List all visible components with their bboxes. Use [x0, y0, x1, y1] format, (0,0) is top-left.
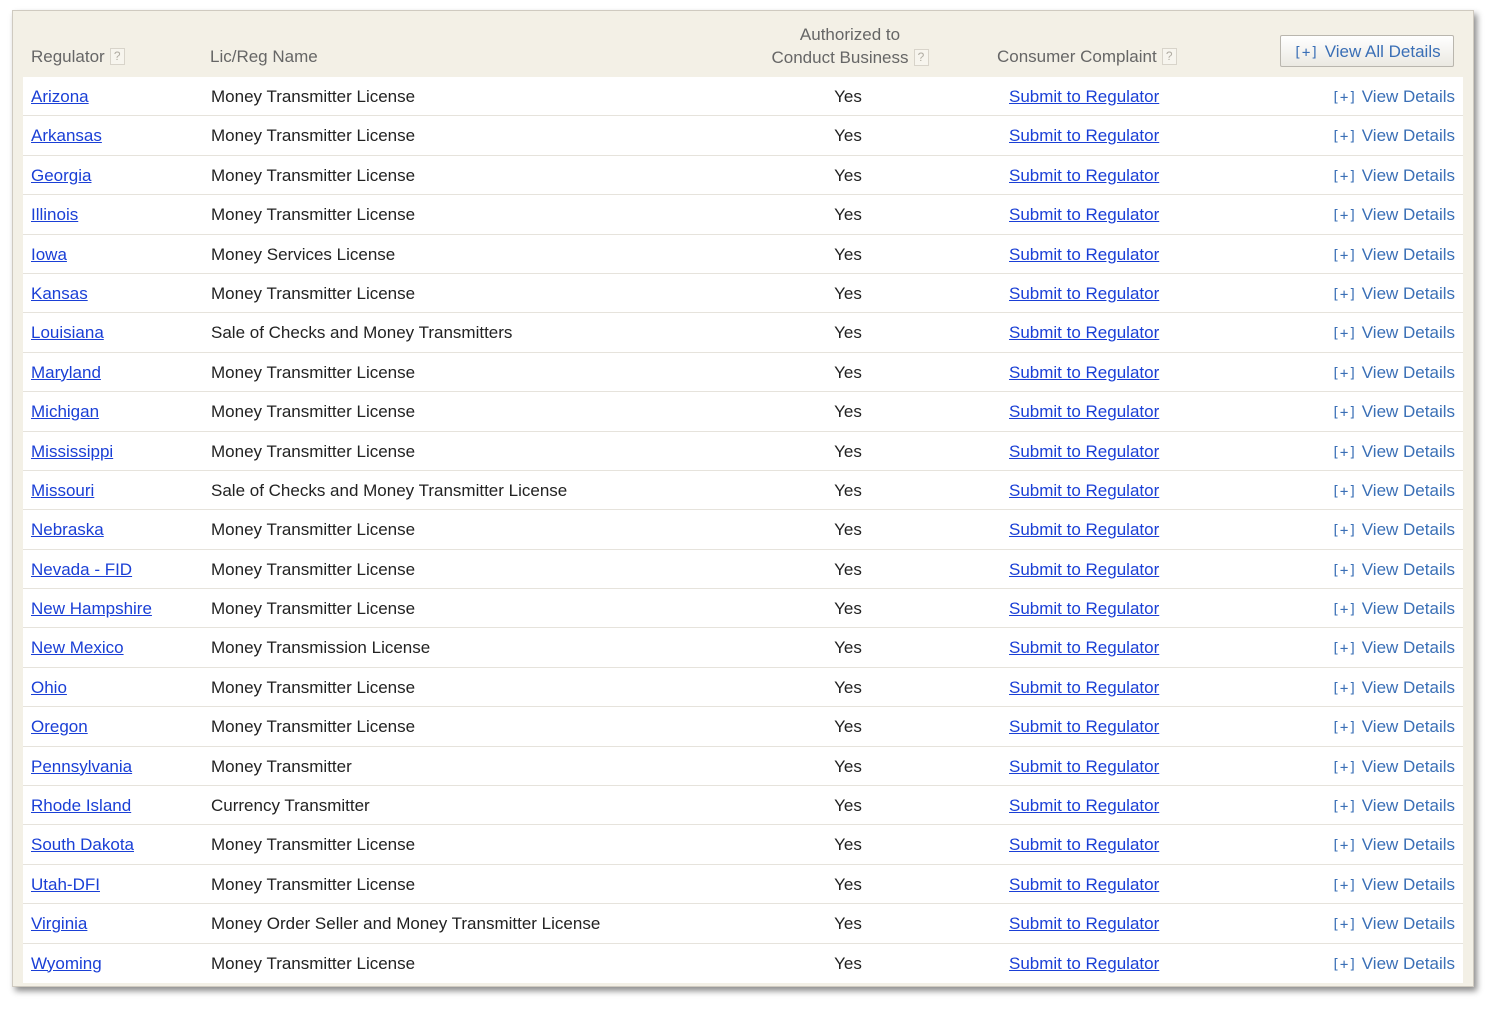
- license-name: Money Transmitter: [211, 756, 352, 776]
- submit-to-regulator-link[interactable]: Submit to Regulator: [1009, 717, 1160, 737]
- submit-to-regulator-link[interactable]: Submit to Regulator: [1009, 441, 1160, 461]
- authorized-value: Yes: [834, 599, 862, 619]
- table-row: [23, 313, 1463, 352]
- license-name: Money Transmitter License: [211, 559, 416, 579]
- view-details-link[interactable]: [+] View Details: [1331, 205, 1455, 225]
- table-row: [23, 550, 1463, 589]
- table-row: [23, 235, 1463, 274]
- view-details-link[interactable]: [+] View Details: [1331, 323, 1455, 343]
- authorized-value: Yes: [834, 756, 862, 776]
- expand-icon: [+]: [1331, 641, 1357, 658]
- license-name: Money Transmitter License: [211, 283, 416, 303]
- expand-icon: [+]: [1331, 129, 1357, 146]
- license-name: Money Transmitter License: [211, 835, 416, 855]
- authorized-value: Yes: [834, 638, 862, 658]
- view-details-link[interactable]: [+] View Details: [1331, 480, 1455, 500]
- authorized-value: Yes: [834, 362, 862, 382]
- regulator-link[interactable]: Oregon: [31, 717, 88, 737]
- column-header-authorized: Authorized to Conduct Business ?: [770, 23, 930, 69]
- view-details-link[interactable]: [+] View Details: [1331, 559, 1455, 579]
- table-row: [23, 116, 1463, 155]
- license-name: Money Transmitter License: [211, 126, 416, 146]
- authorized-value: Yes: [834, 559, 862, 579]
- submit-to-regulator-link[interactable]: Submit to Regulator: [1009, 559, 1160, 579]
- submit-to-regulator-link[interactable]: Submit to Regulator: [1009, 362, 1160, 382]
- authorized-value: Yes: [834, 835, 862, 855]
- submit-to-regulator-link[interactable]: Submit to Regulator: [1009, 953, 1160, 973]
- expand-icon: [+]: [1331, 759, 1357, 776]
- regulator-link[interactable]: Virginia: [31, 914, 88, 934]
- license-name: Money Transmitter License: [211, 717, 416, 737]
- column-header-regulator: Regulator ?: [31, 47, 125, 67]
- license-name: Money Order Seller and Money Transmitter License: [211, 914, 601, 934]
- license-name: Money Transmitter License: [211, 362, 416, 382]
- regulator-link[interactable]: Iowa: [31, 244, 67, 264]
- view-details-link[interactable]: [+] View Details: [1331, 756, 1455, 776]
- expand-icon: [+]: [1331, 208, 1357, 225]
- table-row: [23, 274, 1463, 313]
- regulator-link[interactable]: South Dakota: [31, 835, 135, 855]
- expand-icon: [+]: [1331, 444, 1357, 461]
- table-row: [23, 589, 1463, 628]
- authorized-value: Yes: [834, 717, 862, 737]
- regulator-link[interactable]: New Hampshire: [31, 599, 152, 619]
- expand-icon: [+]: [1331, 877, 1357, 894]
- regulator-link[interactable]: Kansas: [31, 283, 88, 303]
- license-name: Money Transmitter License: [211, 441, 416, 461]
- submit-to-regulator-link[interactable]: Submit to Regulator: [1009, 599, 1160, 619]
- regulator-link[interactable]: Arizona: [31, 87, 89, 106]
- license-name: Money Transmitter License: [211, 205, 416, 225]
- view-details-link[interactable]: [+] View Details: [1331, 362, 1455, 382]
- submit-to-regulator-link[interactable]: Submit to Regulator: [1009, 480, 1160, 500]
- table-row: [23, 707, 1463, 746]
- view-details-link[interactable]: [+] View Details: [1331, 283, 1455, 303]
- license-name: Money Transmitter License: [211, 165, 416, 185]
- regulator-link[interactable]: Maryland: [31, 362, 101, 382]
- expand-icon: [+]: [1331, 326, 1357, 343]
- column-header-lic-reg-name: Lic/Reg Name: [210, 47, 318, 66]
- regulator-link[interactable]: Nebraska: [31, 520, 104, 540]
- authorized-value: Yes: [834, 796, 862, 816]
- regulator-link[interactable]: Pennsylvania: [31, 756, 133, 776]
- table-row: [23, 392, 1463, 431]
- authorized-value: Yes: [834, 874, 862, 894]
- license-name: Money Services License: [211, 244, 396, 264]
- submit-to-regulator-link[interactable]: Submit to Regulator: [1009, 914, 1160, 934]
- submit-to-regulator-link[interactable]: Submit to Regulator: [1009, 835, 1160, 855]
- view-details-link[interactable]: [+] View Details: [1331, 244, 1455, 264]
- view-details-link[interactable]: [+] View Details: [1331, 796, 1455, 816]
- expand-icon: [+]: [1331, 720, 1357, 737]
- expand-icon: [+]: [1331, 799, 1357, 816]
- license-name: Money Transmitter License: [211, 953, 416, 973]
- help-icon[interactable]: ?: [110, 48, 125, 65]
- expand-icon: [+]: [1293, 45, 1319, 61]
- expand-icon: [+]: [1331, 483, 1357, 500]
- license-name: Sale of Checks and Money Transmitter License: [211, 480, 568, 500]
- submit-to-regulator-link[interactable]: Submit to Regulator: [1009, 402, 1160, 422]
- authorized-value: Yes: [834, 283, 862, 303]
- table-row: [23, 668, 1463, 707]
- authorized-value: Yes: [834, 953, 862, 973]
- regulator-link[interactable]: Wyoming: [31, 953, 102, 973]
- expand-icon: [+]: [1331, 523, 1357, 540]
- license-table-panel: [12, 10, 1474, 987]
- submit-to-regulator-link[interactable]: Submit to Regulator: [1009, 87, 1160, 106]
- regulator-link[interactable]: Nevada - FID: [31, 559, 133, 579]
- authorized-value: Yes: [834, 677, 862, 697]
- table-row: [23, 747, 1463, 786]
- table-row: [23, 510, 1463, 549]
- view-details-link[interactable]: [+] View Details: [1331, 638, 1455, 658]
- view-details-link[interactable]: [+] View Details: [1331, 874, 1455, 894]
- license-name: Money Transmitter License: [211, 520, 416, 540]
- submit-to-regulator-link[interactable]: Submit to Regulator: [1009, 796, 1160, 816]
- license-name: Money Transmitter License: [211, 87, 416, 106]
- view-details-link[interactable]: [+] View Details: [1331, 165, 1455, 185]
- table-row: [23, 156, 1463, 195]
- submit-to-regulator-link[interactable]: Submit to Regulator: [1009, 244, 1160, 264]
- expand-icon: [+]: [1331, 405, 1357, 422]
- help-icon[interactable]: ?: [914, 49, 929, 66]
- authorized-value: Yes: [834, 244, 862, 264]
- expand-icon: [+]: [1331, 90, 1357, 106]
- regulator-link[interactable]: Michigan: [31, 402, 100, 422]
- table-row: [23, 825, 1463, 864]
- expand-icon: [+]: [1331, 562, 1357, 579]
- authorized-value: Yes: [834, 480, 862, 500]
- view-details-link[interactable]: [+] View Details: [1331, 441, 1455, 461]
- expand-icon: [+]: [1331, 917, 1357, 934]
- expand-icon: [+]: [1331, 838, 1357, 855]
- table-row: [23, 628, 1463, 667]
- expand-icon: [+]: [1331, 365, 1357, 382]
- regulator-link[interactable]: Illinois: [31, 205, 79, 225]
- view-details-link[interactable]: [+] View Details: [1331, 402, 1455, 422]
- regulator-link[interactable]: Missouri: [31, 480, 95, 500]
- authorized-value: Yes: [834, 520, 862, 540]
- submit-to-regulator-link[interactable]: Submit to Regulator: [1009, 283, 1160, 303]
- table-row: [23, 77, 1463, 116]
- table-row: [23, 944, 1463, 983]
- table-row: [23, 353, 1463, 392]
- table-row: [23, 471, 1463, 510]
- view-all-details-button[interactable]: [+] View All Details: [1280, 35, 1454, 67]
- table-body: [23, 77, 1463, 983]
- table-row: [23, 786, 1463, 825]
- submit-to-regulator-link[interactable]: Submit to Regulator: [1009, 756, 1160, 776]
- authorized-value: Yes: [834, 126, 862, 146]
- expand-icon: [+]: [1331, 680, 1357, 697]
- license-name: Money Transmitter License: [211, 599, 416, 619]
- license-name: Money Transmitter License: [211, 874, 416, 894]
- regulator-link[interactable]: Rhode Island: [31, 796, 132, 816]
- expand-icon: [+]: [1331, 247, 1357, 264]
- regulator-link[interactable]: New Mexico: [31, 638, 124, 658]
- view-details-link[interactable]: [+] View Details: [1331, 599, 1455, 619]
- view-details-link[interactable]: [+] View Details: [1331, 953, 1455, 973]
- submit-to-regulator-link[interactable]: Submit to Regulator: [1009, 874, 1160, 894]
- submit-to-regulator-link[interactable]: Submit to Regulator: [1009, 638, 1160, 658]
- authorized-value: Yes: [834, 205, 862, 225]
- submit-to-regulator-link[interactable]: Submit to Regulator: [1009, 520, 1160, 540]
- column-header-consumer-complaint: Consumer Complaint ?: [997, 47, 1177, 67]
- table-row: [23, 195, 1463, 234]
- view-details-link[interactable]: [+] View Details: [1331, 914, 1455, 934]
- table-row: [23, 865, 1463, 904]
- authorized-value: Yes: [834, 402, 862, 422]
- submit-to-regulator-link[interactable]: Submit to Regulator: [1009, 205, 1160, 225]
- table-header: [13, 11, 1473, 77]
- regulator-link[interactable]: Louisiana: [31, 323, 104, 343]
- regulator-link[interactable]: Utah-DFI: [31, 874, 100, 894]
- help-icon[interactable]: ?: [1162, 48, 1177, 65]
- authorized-value: Yes: [834, 441, 862, 461]
- view-details-link[interactable]: [+] View Details: [1331, 126, 1455, 146]
- authorized-value: Yes: [834, 323, 862, 343]
- authorized-value: Yes: [834, 165, 862, 185]
- table-row: [23, 904, 1463, 943]
- regulator-link[interactable]: Mississippi: [31, 441, 114, 461]
- view-details-link[interactable]: [+] View Details: [1331, 520, 1455, 540]
- submit-to-regulator-link[interactable]: Submit to Regulator: [1009, 323, 1160, 343]
- expand-icon: [+]: [1331, 286, 1357, 303]
- license-name: Money Transmitter License: [211, 677, 416, 697]
- license-name: Sale of Checks and Money Transmitters: [211, 323, 513, 343]
- regulator-link[interactable]: Ohio: [31, 677, 67, 697]
- license-name: Money Transmission License: [211, 638, 431, 658]
- submit-to-regulator-link[interactable]: Submit to Regulator: [1009, 677, 1160, 697]
- expand-icon: [+]: [1331, 168, 1357, 185]
- view-details-link[interactable]: [+] View Details: [1331, 87, 1455, 106]
- table-row: [23, 432, 1463, 471]
- authorized-value: Yes: [834, 914, 862, 934]
- submit-to-regulator-link[interactable]: Submit to Regulator: [1009, 126, 1160, 146]
- view-details-link[interactable]: [+] View Details: [1331, 717, 1455, 737]
- regulator-link[interactable]: Georgia: [31, 165, 92, 185]
- view-details-link[interactable]: [+] View Details: [1331, 677, 1455, 697]
- license-name: Currency Transmitter: [211, 796, 370, 816]
- expand-icon: [+]: [1331, 956, 1357, 973]
- expand-icon: [+]: [1331, 602, 1357, 619]
- regulator-link[interactable]: Arkansas: [31, 126, 102, 146]
- authorized-value: Yes: [834, 87, 862, 106]
- license-name: Money Transmitter License: [211, 402, 416, 422]
- submit-to-regulator-link[interactable]: Submit to Regulator: [1009, 165, 1160, 185]
- view-details-link[interactable]: [+] View Details: [1331, 835, 1455, 855]
